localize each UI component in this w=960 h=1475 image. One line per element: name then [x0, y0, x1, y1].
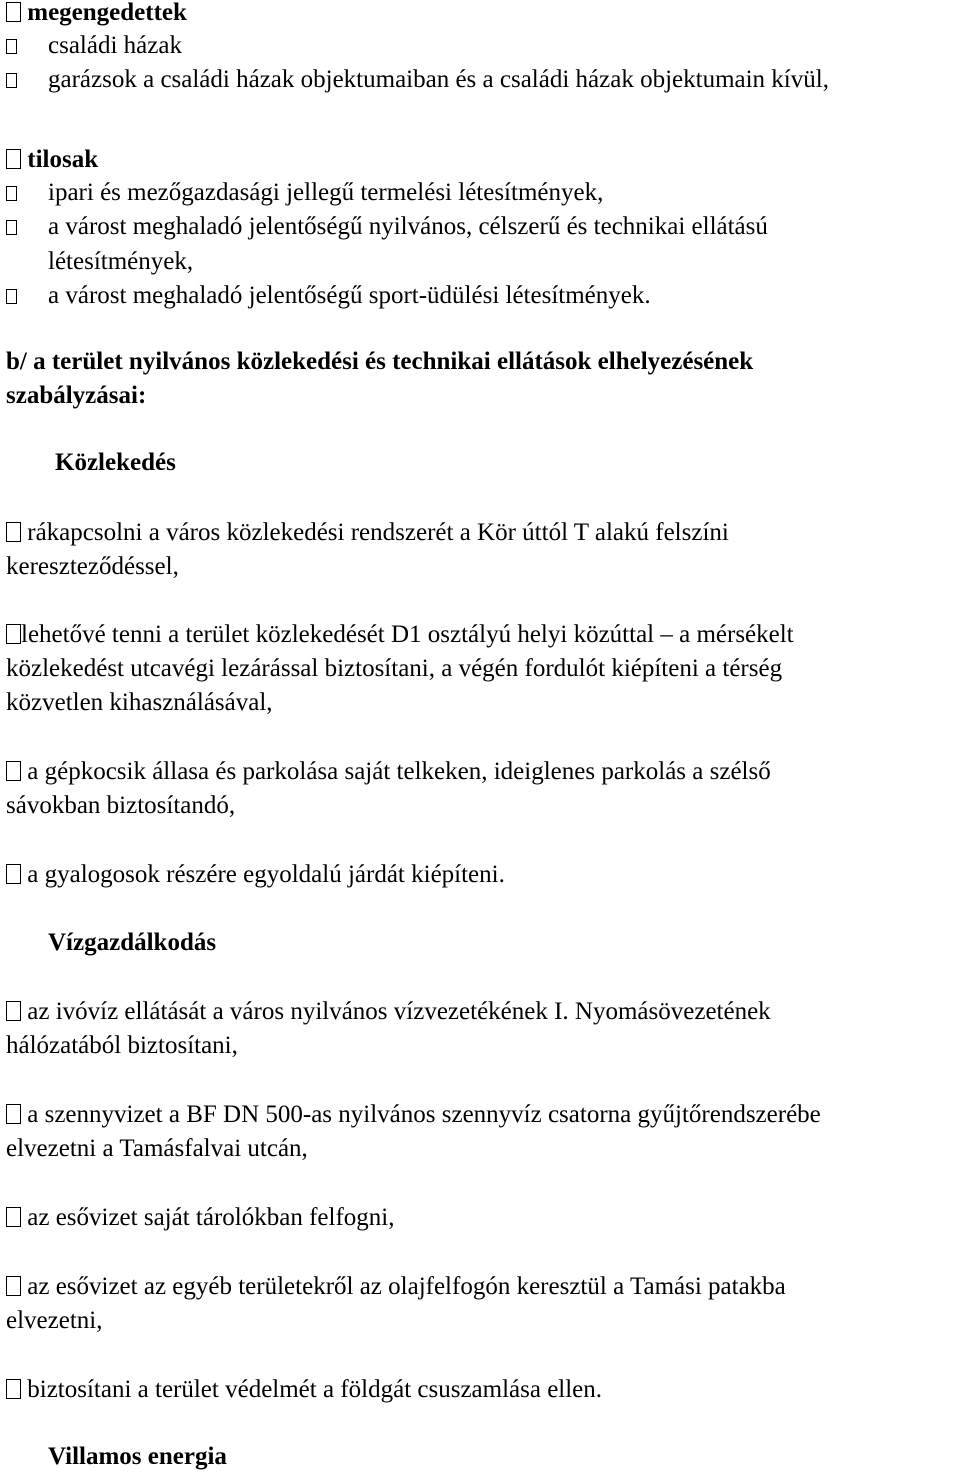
list-item: az ivóvíz ellátását a város nyilvános vízvezetékének I. Nyomásövezetének — [6, 995, 771, 1029]
checkbox-icon — [6, 624, 21, 644]
bullet-box-icon — [6, 73, 17, 88]
checkbox-icon — [6, 149, 21, 169]
list-item-continuation: elvezetni, — [6, 1307, 103, 1334]
bullet-box-icon — [6, 289, 17, 304]
permitted-heading: megengedettek — [6, 0, 187, 30]
list-item: rákapcsolni a város közlekedési rendszerét a Kör úttól T alakú felszíni — [6, 516, 729, 550]
section-b-title-cont: szabályzásai: — [6, 382, 147, 409]
list-item: a várost meghaladó jelentőségű nyilvános, célszerű és technikai ellátású — [6, 210, 17, 244]
list-item: a szennyvizet a BF DN 500-as nyilvános szennyvíz csatorna gyűjtőrendszerébe — [6, 1098, 821, 1132]
prohibited-heading: tilosak — [6, 143, 98, 177]
power-heading: Villamos energia — [48, 1443, 227, 1470]
list-item: biztosítani a terület védelmét a földgát csuszamlása ellen. — [6, 1373, 602, 1407]
list-item: a gépkocsik állasa és parkolása saját telkeken, ideiglenes parkolás a szélső — [6, 755, 771, 789]
list-item-continuation: sávokban biztosítandó, — [6, 792, 236, 819]
list-item-continuation: elvezetni a Tamásfalvai utcán, — [6, 1135, 308, 1162]
checkbox-icon — [6, 1001, 21, 1021]
checkbox-icon — [6, 761, 21, 781]
list-item: az esővizet saját tárolókban felfogni, — [6, 1201, 394, 1235]
list-item-continuation: kereszteződéssel, — [6, 553, 179, 580]
list-item: ipari és mezőgazdasági jellegű termelési létesítmények, — [6, 176, 17, 210]
bullet-box-icon — [6, 39, 17, 54]
checkbox-icon — [6, 1207, 21, 1227]
list-item-continuation: közlekedést utcavégi lezárással biztosítani, a végén fordulót kiépíteni a térség — [6, 655, 783, 682]
list-item-continuation: hálózatából biztosítani, — [6, 1032, 238, 1059]
list-item: garázsok a családi házak objektumaiban és a családi házak objektumain kívül, — [6, 63, 17, 97]
checkbox-icon — [6, 522, 21, 542]
checkbox-icon — [6, 2, 21, 22]
list-item: lehetővé tenni a terület közlekedését D1 osztályú helyi közúttal – a mérsékelt — [6, 618, 794, 652]
list-item-continuation: közvetlen kihasználásával, — [6, 689, 273, 716]
list-item: az esővizet az egyéb területekről az olajfelfogón keresztül a Tamási patakba — [6, 1270, 786, 1304]
list-item: a várost meghaladó jelentőségű sport-üdülési létesítmények. — [6, 279, 17, 313]
checkbox-icon — [6, 864, 21, 884]
water-heading: Vízgazdálkodás — [48, 929, 217, 956]
checkbox-icon — [6, 1379, 21, 1399]
list-item-continuation: létesítmények, — [48, 248, 194, 275]
checkbox-icon — [6, 1276, 21, 1296]
bullet-box-icon — [6, 186, 17, 201]
checkbox-icon — [6, 1104, 21, 1124]
list-item: családi házak — [6, 29, 17, 63]
bullet-box-icon — [6, 220, 17, 235]
traffic-heading: Közlekedés — [55, 449, 176, 476]
section-b-title: b/ a terület nyilvános közlekedési és technikai ellátások elhelyezésének — [6, 348, 754, 375]
list-item: a gyalogosok részére egyoldalú járdát kiépíteni. — [6, 858, 505, 892]
